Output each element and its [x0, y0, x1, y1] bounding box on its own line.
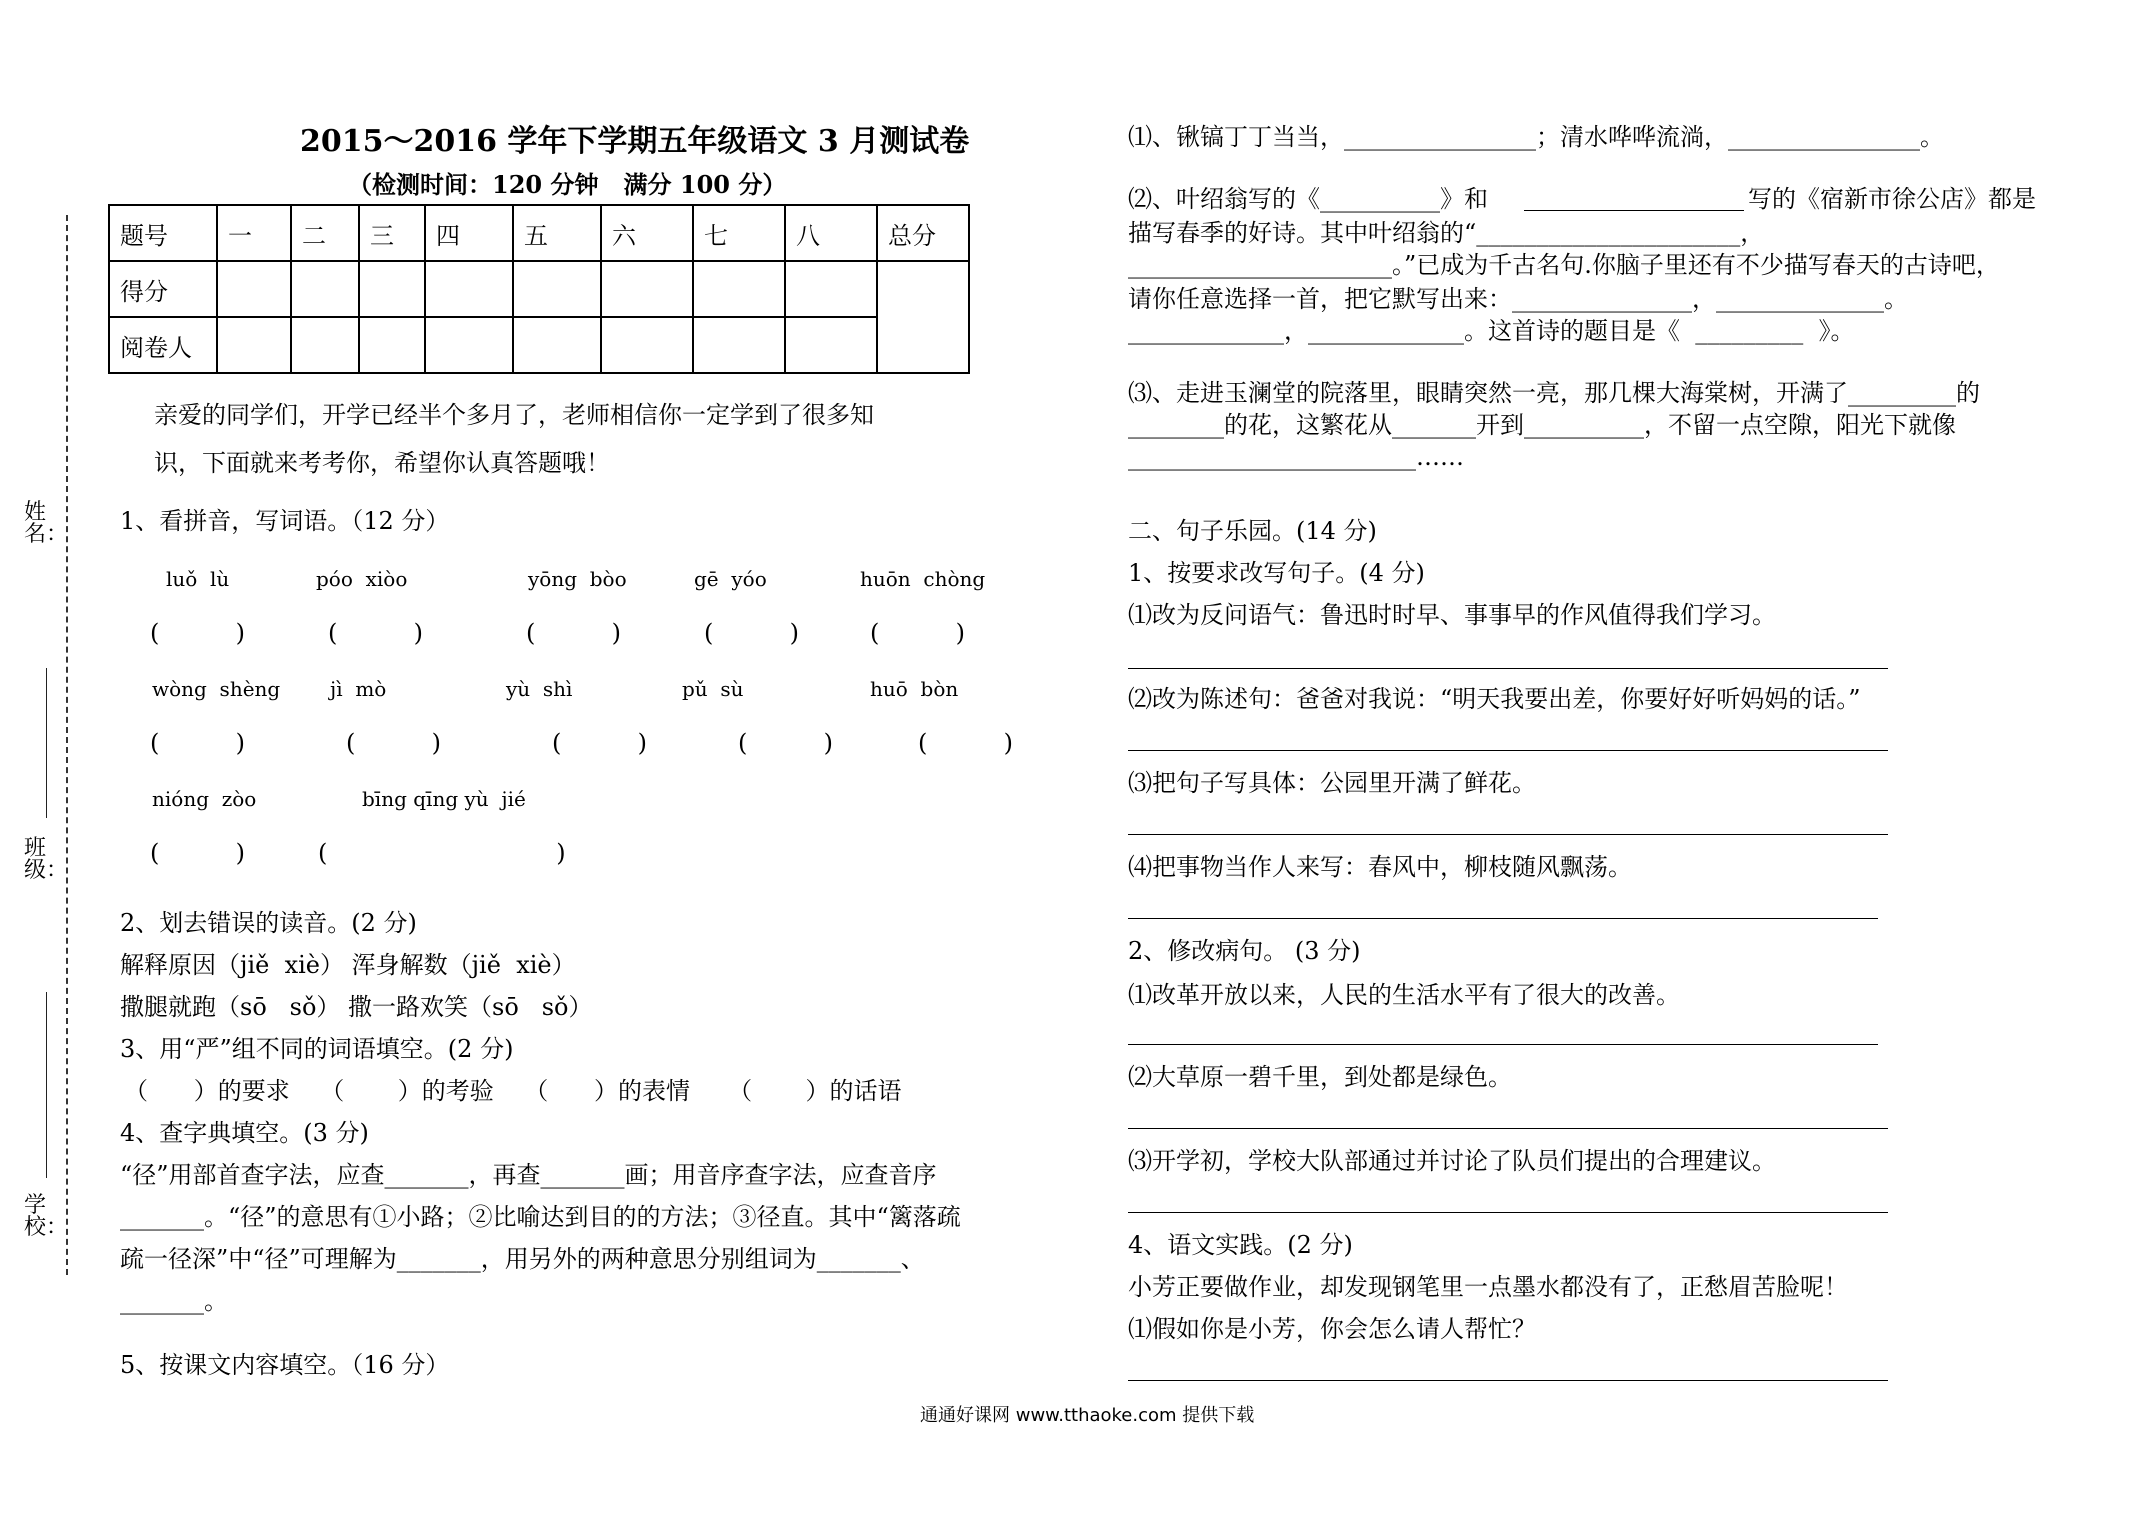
answer-paren[interactable]: ( )	[328, 619, 424, 647]
q4-title: 4、查字典填空。(3 分)	[120, 1119, 369, 1147]
answer-line[interactable]	[1128, 1128, 1888, 1129]
score-cell[interactable]	[425, 261, 513, 317]
part2-s4-title: 4、语文实践。(2 分)	[1128, 1231, 1353, 1259]
header-cell: 三	[359, 205, 425, 261]
pinyin: bīng qīng yù jié	[362, 787, 526, 811]
q5-part-2-line-3[interactable]: ______________________。”已成为千古名句.你脑子里还有不少描写春天的古诗吧，	[1128, 251, 2000, 279]
part2-s1-title: 1、按要求改写句子。(4 分)	[1128, 559, 1425, 587]
reviewer-cell[interactable]	[693, 317, 785, 373]
q4-line-4[interactable]: _______。	[120, 1287, 228, 1315]
name-label: 姓名：	[24, 500, 69, 547]
reviewer-cell[interactable]	[217, 317, 291, 373]
q5-part-2-line-1b: 写的《宿新市徐公店》都是	[1748, 185, 2036, 213]
part2-title: 二、句子乐园。(14 分)	[1128, 517, 1377, 545]
score-cell[interactable]	[513, 261, 601, 317]
score-cell[interactable]	[601, 261, 693, 317]
header-cell: 六	[601, 205, 693, 261]
q5-part-2-line-5[interactable]: _____________，_____________。这首诗的题目是《 _________ 》。	[1128, 317, 1855, 345]
class-label: 班级：	[24, 836, 69, 883]
answer-line[interactable]	[1128, 750, 1888, 751]
part2-s1-d: ⑷把事物当作人来写：春风中，柳枝随风飘荡。	[1128, 853, 1632, 881]
q5-title: 5、按课文内容填空。（16 分）	[120, 1351, 450, 1379]
pinyin: yōng bòo	[528, 567, 627, 591]
answer-paren[interactable]: ( )	[870, 619, 966, 647]
q4-line-3[interactable]: 疏一径深”中“径”可理解为_______，用另外的两种意思分别组词为_______、	[120, 1245, 925, 1273]
part2-s2-a: ⑴改革开放以来，人民的生活水平有了很大的改善。	[1128, 981, 1680, 1009]
header-cell: 四	[425, 205, 513, 261]
part2-s2-title: 2、修改病句。 (3 分)	[1128, 937, 1361, 965]
pinyin: huō bòn	[870, 677, 959, 701]
answer-paren[interactable]: ( )	[150, 839, 246, 867]
q5-part-2-line-4[interactable]: 请你任意选择一首，把它默写出来：_______________，______________。	[1128, 285, 1908, 313]
q2-title: 2、划去错误的读音。(2 分)	[120, 909, 417, 937]
score-cell[interactable]	[785, 261, 877, 317]
intro-line-2: 识，下面就来考考你，希望你认真答题哦！	[154, 449, 610, 477]
part2-s4-a: ⑴假如你是小芳，你会怎么请人帮忙？	[1128, 1315, 1536, 1343]
answer-line[interactable]	[1128, 834, 1888, 835]
header-cell: 二	[291, 205, 359, 261]
q2-line-2[interactable]: 撒腿就跑（sō sǒ） 撒一路欢笑（sō sǒ）	[120, 993, 593, 1021]
school-label: 学校：	[24, 1193, 69, 1240]
answer-line[interactable]	[1128, 668, 1888, 669]
class-field[interactable]	[46, 668, 47, 818]
score-table-header-row	[109, 205, 969, 261]
pinyin: huōn chòng	[860, 567, 986, 591]
pinyin: póo xiòo	[316, 567, 408, 591]
q2-line-1[interactable]: 解释原因（jiě xiè） 浑身解数（jiě xiè）	[120, 951, 576, 979]
header-cell: 题号	[109, 205, 217, 261]
pinyin: pǔ sù	[682, 677, 744, 701]
reviewer-cell[interactable]	[785, 317, 877, 373]
total-cell[interactable]	[877, 261, 969, 373]
q5-part-2-line-2[interactable]: 描写春季的好诗。其中叶绍翁的“______________________，	[1128, 219, 1765, 247]
answer-paren[interactable]: ( )	[150, 619, 246, 647]
reviewer-cell[interactable]	[291, 317, 359, 373]
row-label: 得分	[109, 261, 217, 317]
reviewer-cell[interactable]	[601, 317, 693, 373]
answer-line[interactable]	[1128, 918, 1878, 919]
score-row	[109, 261, 969, 317]
page-subtitle: （检测时间：120 分钟 满分 100 分）	[348, 170, 787, 199]
header-cell: 一	[217, 205, 291, 261]
reviewer-cell[interactable]	[359, 317, 425, 373]
header-cell: 七	[693, 205, 785, 261]
part2-s2-b: ⑵大草原一碧千里，到处都是绿色。	[1128, 1063, 1512, 1091]
row-label: 阅卷人	[109, 317, 217, 373]
reviewer-cell[interactable]	[513, 317, 601, 373]
q3-line[interactable]: （ ）的要求 （ ）的考验 （ ）的表情 （ ）的话语	[124, 1077, 902, 1105]
pinyin: luǒ lù	[166, 567, 230, 591]
author-blank[interactable]	[1524, 210, 1744, 211]
header-cell: 五	[513, 205, 601, 261]
pinyin: gē yóo	[694, 567, 767, 591]
answer-paren[interactable]: ( )	[552, 729, 648, 757]
school-field[interactable]	[46, 992, 47, 1178]
answer-paren[interactable]: ( )	[738, 729, 834, 757]
part2-s1-a: ⑴改为反问语气：鲁迅时时早、事事早的作风值得我们学习。	[1128, 601, 1776, 629]
page-footer: 通通好课网 www.tthaoke.com 提供下载	[920, 1405, 1255, 1426]
q4-line-1[interactable]: “径”用部首查字法，应查_______，再查_______画；用音序查字法，应查音序	[120, 1161, 937, 1189]
q5-part-2-line-1a[interactable]: ⑵、叶绍翁写的《__________》和	[1128, 185, 1488, 213]
page-title: 2015～2016 学年下学期五年级语文 3 月测试卷	[300, 124, 970, 159]
score-table	[108, 204, 970, 374]
answer-paren[interactable]: ( )	[704, 619, 800, 647]
part2-s1-b: ⑵改为陈述句：爸爸对我说：“明天我要出差，你要好好听妈妈的话。”	[1128, 685, 1861, 713]
intro-line-1: 亲爱的同学们，开学已经半个多月了，老师相信你一定学到了很多知	[154, 401, 874, 429]
q5-part-3-line-1[interactable]: ⑶、走进玉澜堂的院落里，眼睛突然一亮，那几棵大海棠树，开满了_________的	[1128, 379, 1980, 407]
answer-paren[interactable]: ( )	[526, 619, 622, 647]
binding-dashed-line	[66, 215, 68, 1275]
header-cell: 总分	[877, 205, 969, 261]
q5-part-3-line-3[interactable]: ________________________……	[1128, 443, 1464, 471]
answer-paren[interactable]: ( )	[918, 729, 1014, 757]
pinyin: nióng zòo	[152, 787, 257, 811]
answer-line[interactable]	[1128, 1380, 1888, 1381]
reviewer-cell[interactable]	[425, 317, 513, 373]
q4-line-2[interactable]: _______。“径”的意思有①小路；②比喻达到目的的方法；③径直。其中“篱落疏	[120, 1203, 961, 1231]
answer-paren[interactable]: ( )	[150, 729, 246, 757]
score-cell[interactable]	[291, 261, 359, 317]
part2-s4-text: 小芳正要做作业，却发现钢笔里一点墨水都没有了，正愁眉苦脸呢！	[1128, 1273, 1848, 1301]
q1-title: 1、看拼音，写词语。（12 分）	[120, 507, 450, 535]
pinyin: jì mò	[330, 677, 387, 701]
score-cell[interactable]	[693, 261, 785, 317]
q5-part-3-line-2[interactable]: ________的花，这繁花从_______开到__________，不留一点空隙，阳光下就像	[1128, 411, 1956, 439]
reviewer-row	[109, 317, 969, 373]
pinyin: wòng shèng	[152, 677, 281, 701]
answer-paren[interactable]: ( )	[346, 729, 442, 757]
header-cell: 八	[785, 205, 877, 261]
score-cell[interactable]	[217, 261, 291, 317]
part2-s1-c: ⑶把句子写具体：公园里开满了鲜花。	[1128, 769, 1536, 797]
q5-part-1[interactable]: ⑴、锹镐丁丁当当，________________；清水哗哗流淌，________________。	[1128, 123, 1944, 151]
score-cell[interactable]	[359, 261, 425, 317]
answer-line[interactable]	[1128, 1044, 1878, 1045]
q3-title: 3、用“严”组不同的词语填空。(2 分)	[120, 1035, 514, 1063]
part2-s2-c: ⑶开学初，学校大队部通过并讨论了队员们提出的合理建议。	[1128, 1147, 1776, 1175]
pinyin: yù shì	[506, 677, 573, 701]
answer-line[interactable]	[1128, 1212, 1888, 1213]
answer-paren-long[interactable]: ( )	[318, 839, 566, 867]
